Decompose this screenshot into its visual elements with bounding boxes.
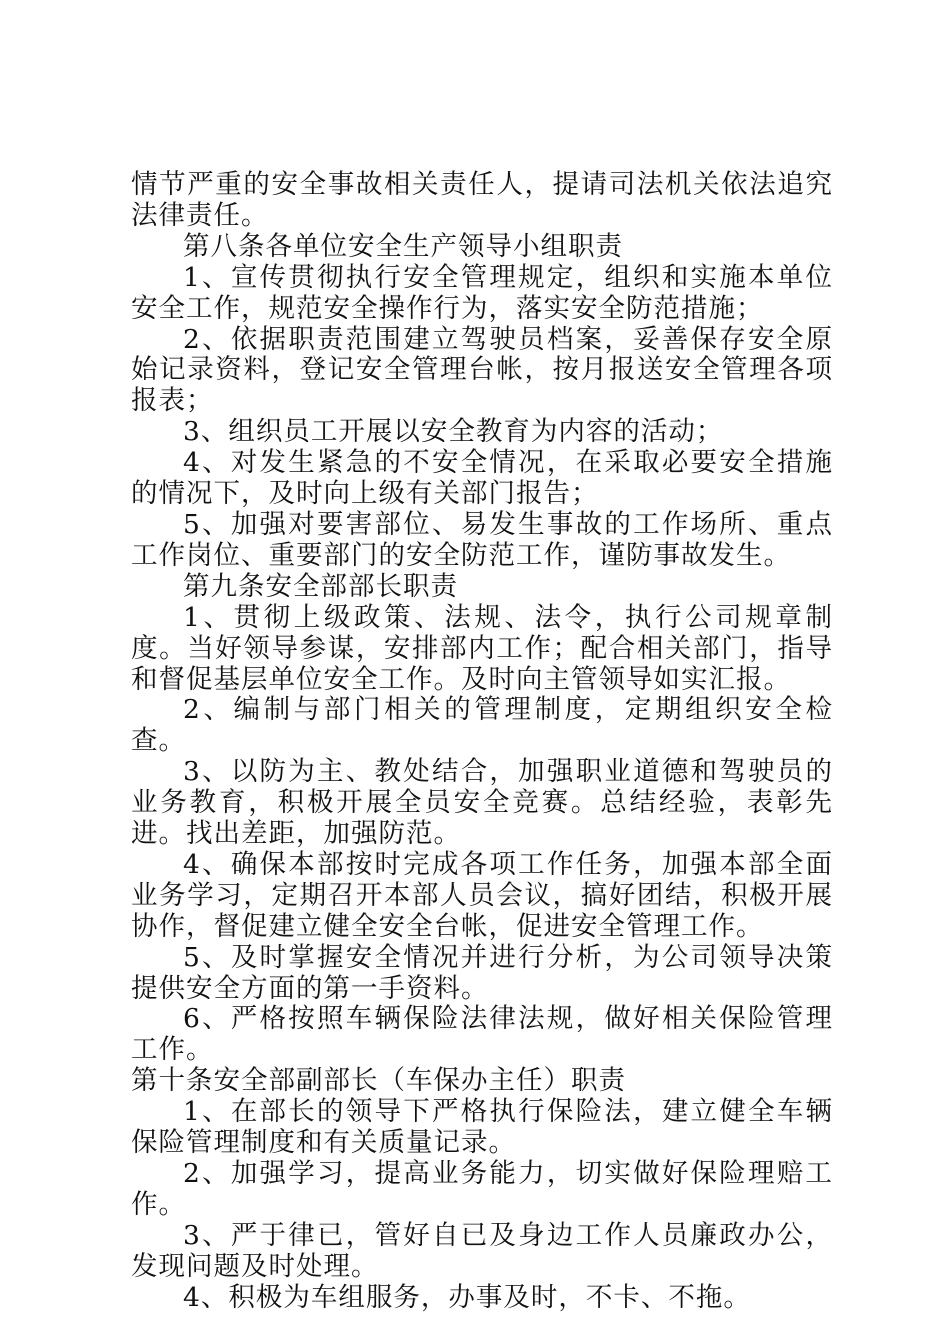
paragraph-item: 1、宣传贯彻执行安全管理规定，组织和实施本单位安全工作，规范安全操作行为，落实安全防范措施； [131, 261, 833, 324]
paragraph-item: 3、严于律已，管好自已及身边工作人员廉政办公，发现问题及时处理。 [131, 1219, 833, 1282]
section-heading-article-8: 第八条各单位安全生产领导小组职责 [183, 230, 623, 262]
paragraph-item: 3、以防为主、教处结合，加强职业道德和驾驶员的业务教育，积极开展全员安全竞赛。总结经验，表彰先进。找出差距，加强防范。 [131, 756, 833, 850]
paragraph-item: 2、依据职责范围建立驾驶员档案，妥善保存安全原始记录资料，登记安全管理台帐，按月报送安全管理各项报表； [131, 323, 833, 417]
paragraph-item: 2、加强学习，提高业务能力，切实做好保险理赔工作。 [131, 1158, 833, 1220]
paragraph-item: 3、组织员工开展以安全教育为内容的活动； [183, 416, 724, 448]
paragraph-item: 4、积极为车组服务，办事及时，不卡、不拖。 [183, 1281, 751, 1313]
section-heading-article-10: 第十条安全部副部长（车保办主任）职责 [131, 1065, 626, 1097]
paragraph-item: 5、及时掌握安全情况并进行分析，为公司领导决策提供安全方面的第一手资料。 [131, 941, 833, 1004]
paragraph-item: 1、在部长的领导下严格执行保险法，建立健全车辆保险管理制度和有关质量记录。 [131, 1096, 833, 1159]
paragraph-item: 2、编制与部门相关的管理制度，定期组织安全检查。 [131, 694, 833, 757]
paragraph-item: 4、确保本部按时完成各项工作任务，加强本部全面业务学习，定期召开本部人员会议，搞好团结，积极开展协作，督促建立健全安全台帐，促进安全管理工作。 [131, 848, 833, 942]
paragraph-item: 4、对发生紧急的不安全情况，在采取必要安全措施的情况下，及时向上级有关部门报告； [131, 447, 833, 510]
paragraph-item: 5、加强对要害部位、易发生事故的工作场所、重点工作岗位、重要部门的安全防范工作，谨防事故发生。 [131, 508, 833, 571]
paragraph-continuation: 情节严重的安全事故相关责任人，提请司法机关依法追究法律责任。 [131, 169, 833, 231]
section-heading-article-9: 第九条安全部部长职责 [183, 570, 458, 602]
document-body [131, 170, 833, 1314]
paragraph-item: 1、贯彻上级政策、法规、法令，执行公司规章制度。当好领导参谋，安排部内工作；配合相关部门，指导和督促基层单位安全工作。及时向主管领导如实汇报。 [131, 601, 833, 695]
paragraph-item: 6、严格按照车辆保险法律法规，做好相关保险管理工作。 [131, 1003, 833, 1066]
